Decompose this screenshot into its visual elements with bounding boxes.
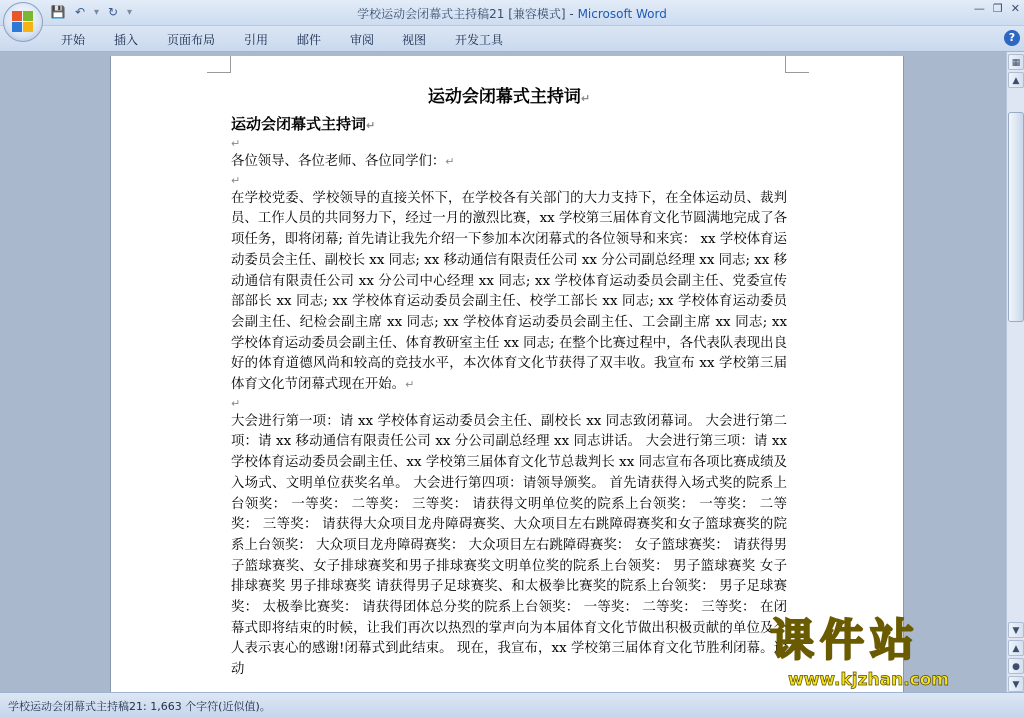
document-subtitle-text: 运动会闭幕式主持词 — [231, 115, 367, 133]
customize-qat-icon[interactable]: ▾ — [127, 6, 133, 18]
empty-paragraph — [231, 173, 787, 189]
help-icon[interactable]: ? — [1004, 30, 1020, 46]
document-subtitle — [231, 112, 787, 136]
save-icon[interactable]: 💾 — [50, 5, 66, 19]
title-bar — [0, 0, 1024, 26]
scroll-down-arrow-icon[interactable]: ▼ — [1008, 622, 1024, 638]
margin-corner-top-right — [785, 56, 809, 73]
select-browse-object-icon[interactable]: ● — [1008, 658, 1024, 674]
window-title-app: Microsoft Word — [577, 7, 667, 21]
document-area — [0, 52, 1006, 692]
tab-references[interactable]: 引用 — [244, 33, 269, 47]
tab-mailings[interactable]: 邮件 — [297, 33, 322, 47]
greeting-paragraph — [231, 152, 787, 173]
undo-dropdown-icon[interactable]: ▾ — [94, 6, 100, 18]
tab-review[interactable]: 审阅 — [350, 33, 375, 47]
window-controls — [974, 2, 1020, 15]
paragraph-mark: ↵ — [580, 92, 591, 105]
tab-view[interactable]: 视图 — [402, 33, 427, 47]
ruler-toggle-icon[interactable]: ▦ — [1008, 54, 1024, 70]
office-logo-icon — [12, 11, 34, 33]
intro-paragraph-text: 在学校党委、学校领导的直接关怀下，在学校各有关部门的大力支持下，在全体运动员、裁判员、工作人员的共同努力下，经过一月的激烈比赛，xx 学校第三届体育文化节圆满地完成了各项任务，即将闭幕; 首先请让我先介绍一下参加本次闭幕式的各位领导和来宾： xx 学校体育运动委员会主任、副校长 xx 同志; xx 移动通信有限责任公司 xx 分公司副总经理 xx 同志; xx 移动通信有限责任公司 xx 分公司中心经理 xx 同志; xx 学校体育运动委员会副主任、党委宣传部部长 xx 同志; xx 学校体育运动委员会副主任、校学工部长 xx 同志; xx 学校体育运动委员会副主任、纪检会副主席 xx 同志; xx 学校体育运动委员会副主任、工会副主席 xx 同志; xx 学校体育运动委员会副主任、体育教研室主任 xx 同志; 在整个比赛过程中，各代表队表现出良好的体育道德风尚和较高的竞技水平，本次体育文化节获得了双丰收。我宣布 xx 学校第三届体育文化节闭幕式现在开始。 — [231, 190, 787, 393]
empty-paragraph — [231, 136, 787, 152]
intro-paragraph — [231, 189, 787, 396]
scroll-thumb[interactable] — [1008, 112, 1024, 322]
empty-paragraph — [231, 396, 787, 412]
paragraph-mark: ↵ — [405, 378, 415, 392]
redo-icon[interactable]: ↻ — [108, 5, 119, 19]
watermark-url: www.kjzhan.com — [788, 670, 950, 690]
document-body[interactable] — [231, 83, 787, 681]
agenda-paragraph — [231, 412, 787, 681]
vertical-scrollbar[interactable] — [1006, 52, 1024, 692]
restore-icon[interactable]: ❐ — [992, 2, 1003, 15]
close-icon[interactable]: ✕ — [1010, 2, 1020, 15]
margin-corner-top-left — [207, 56, 231, 73]
greeting-text: 各位领导、各位老师、各位同学们： — [231, 154, 446, 169]
status-bar — [0, 692, 1024, 718]
minimize-icon[interactable]: — — [973, 2, 985, 15]
paragraph-mark: ↵ — [231, 396, 241, 410]
watermark-title: 课件站 — [770, 615, 920, 666]
tab-page-layout[interactable]: 页面布局 — [167, 33, 216, 47]
ribbon-tabs — [0, 26, 1024, 52]
window-title — [0, 5, 1024, 22]
next-page-icon[interactable]: ▼ — [1008, 676, 1024, 692]
window-title-doc: 学校运动会闭幕式主持稿21 [兼容模式] - — [357, 7, 578, 21]
document-title-text: 运动会闭幕式主持词 — [427, 87, 581, 107]
scroll-up-arrow-icon[interactable]: ▲ — [1008, 72, 1024, 88]
document-title — [231, 83, 787, 112]
previous-page-icon[interactable]: ▲ — [1008, 640, 1024, 656]
paragraph-mark: ↵ — [445, 155, 455, 168]
paragraph-mark: ↵ — [366, 119, 376, 132]
watermark-logo — [770, 612, 1010, 694]
tab-insert[interactable]: 插入 — [114, 33, 139, 47]
document-page[interactable] — [110, 56, 904, 692]
word-count-status[interactable]: 学校运动会闭幕式主持稿21: 1,663 个字符(近似值)。 — [8, 700, 271, 713]
tab-home[interactable]: 开始 — [61, 33, 86, 47]
agenda-paragraph-text: 大会进行第一项：请 xx 学校体育运动委员会主任、副校长 xx 同志致闭幕词。 大会进行第二项：请 xx 移动通信有限责任公司 xx 分公司副总经理 xx 同志讲话。 大会进行第三项：请 xx 学校体育运动委员会副主任、xx 学校第三届体育文化节总裁判长 xx 同志宣布各项比赛成绩及入场式、文明单位获奖名单。 大会进行第四项：请领导颁奖。 首先请获得入场式奖的院系上台领奖： 一等奖： 二等奖： 三等奖： 请获得文明单位奖的院系上台领奖： 一等奖： 二等奖： 三等奖： 请获得大众项目龙舟障碍赛奖、大众项目左右跳障碍赛奖和女子篮球赛奖的院系上台领奖： 大众项目龙舟障碍赛奖： 大众项目左右跳障碍赛奖： 女子篮球赛奖： 请获得男子篮球赛奖、女子排球赛奖和男子排球赛奖文明单位奖的院系上台领奖： 男子篮球赛奖 女子排球赛奖 男子排球赛奖 请获得男子足球赛奖、和太极拳比赛奖的院系上台领奖： 男子足球赛奖： 太极拳比赛奖： 请获得团体总分奖的院系上台领奖： 一等奖： 二等奖： 三等奖： 在闭幕式即将结束的时候，让我们再次以热烈的掌声向为本届体育文化节做出积极贡献的单位及个人表示衷心的感谢!闭幕式到此结束。 现在，我宣布，xx 学校第三届体育文化节胜利闭幕。运动 — [231, 413, 787, 678]
undo-icon[interactable]: ↶ — [74, 5, 86, 19]
tab-developer[interactable]: 开发工具 — [455, 33, 504, 47]
paragraph-mark: ↵ — [231, 137, 241, 150]
office-button[interactable] — [3, 2, 43, 42]
paragraph-mark: ↵ — [231, 173, 241, 187]
